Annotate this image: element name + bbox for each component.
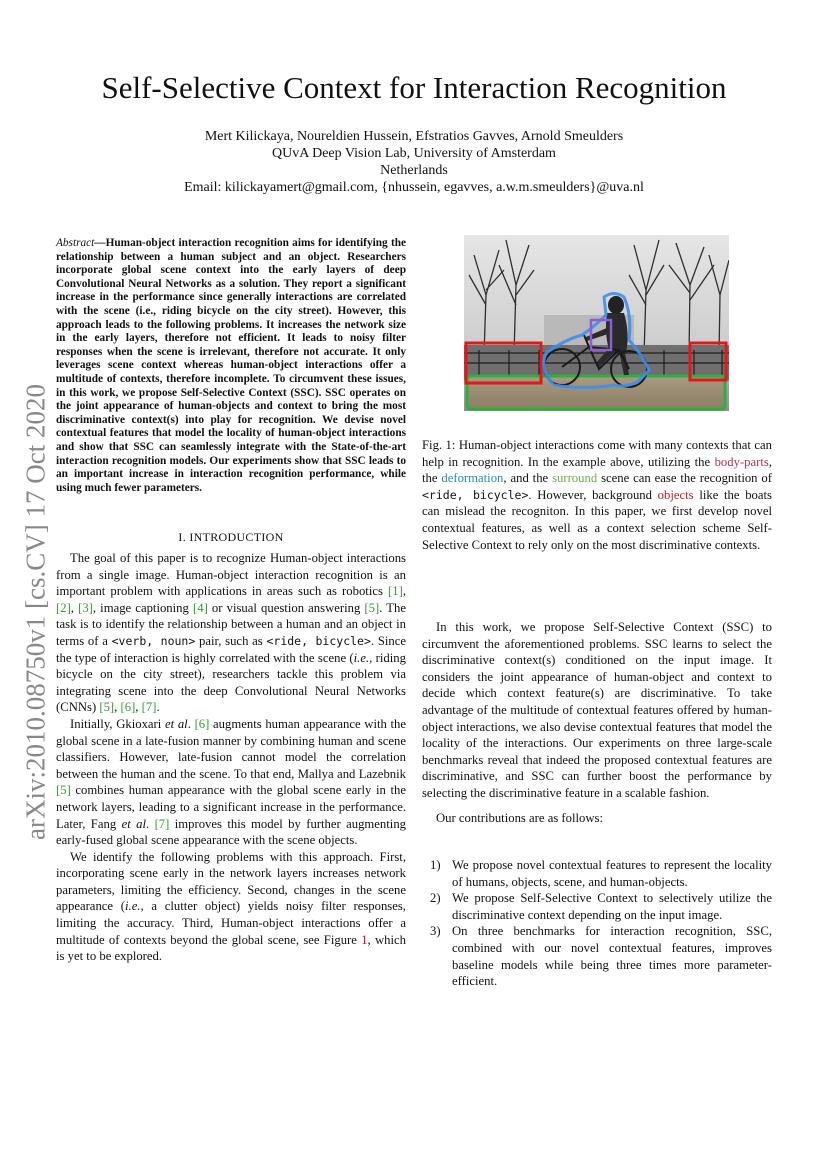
text-run: , image captioning <box>92 600 193 615</box>
paper-title: Self-Selective Context for Interaction Recognition <box>101 70 727 105</box>
citation-link[interactable]: [6] <box>120 700 136 715</box>
citation-link[interactable]: [3] <box>78 600 93 615</box>
text-run: . <box>156 700 160 715</box>
text-run: , <box>114 700 121 715</box>
text-run: Fig. 1: Human-object interactions come with many contexts that can help in recognition. In the example above, utilizing the <box>422 438 772 469</box>
citation-link[interactable]: [5] <box>99 700 115 715</box>
text-run: , <box>135 700 142 715</box>
affiliation: QUvA Deep Vision Lab, University of Amsterdam <box>272 146 556 161</box>
figure-1-image <box>464 235 729 411</box>
right-column-text <box>422 619 772 826</box>
list-item-text: We propose novel contextual features to represent the locality of humans, objects, scene, and human-objects. <box>452 858 772 889</box>
text-run: improves this model by further augmenting early-fused global scene appearance with the scene objects. <box>56 816 407 848</box>
text-run: i.e. <box>125 899 141 914</box>
citation-link[interactable]: [2] <box>56 600 71 615</box>
text-run: , the <box>422 454 772 486</box>
text-run: i.e. <box>353 650 370 665</box>
contributions-intro: Our contributions are as follows: <box>436 810 604 825</box>
citation-link[interactable]: [5] <box>56 783 71 798</box>
list-number: 2) <box>430 891 441 906</box>
list-item <box>422 857 772 890</box>
term-objects: objects <box>657 487 694 502</box>
figure-link[interactable]: 1 <box>361 932 368 947</box>
cyclist-scene-photo <box>464 235 729 411</box>
text-run: . However, background <box>528 487 658 502</box>
text-run: et al <box>121 816 146 831</box>
abstract <box>56 237 406 495</box>
citation-link[interactable]: [1] <box>388 584 403 599</box>
citation-link[interactable]: [4] <box>193 600 208 615</box>
text-run: , <box>70 600 79 615</box>
citation-link[interactable]: [7] <box>154 816 170 831</box>
intro-paragraph-1 <box>56 550 406 716</box>
text-run: . Since the type of interaction is highly correlated with the scene ( <box>56 633 407 665</box>
list-item <box>422 923 772 989</box>
country: Netherlands <box>380 163 448 178</box>
abstract-lead: Abstract <box>56 237 95 249</box>
text-run: . <box>187 716 195 731</box>
intro-paragraph-2 <box>56 716 406 849</box>
code-ride-bicycle: <ride, bicycle> <box>266 633 371 648</box>
list-number: 1) <box>430 858 441 872</box>
text-run: . <box>146 816 155 831</box>
text-run: We identify the following problems with this approach. First, incorporating scene early in the network layers increases network parameters, limiting the efficiency. Second, changes in the scene appearance ( <box>56 849 406 914</box>
text-run: . The task is to identify the relationship between a human and an object in terms of a <box>56 600 407 648</box>
text-run: scene can ease the recognition of <box>597 471 772 486</box>
term-deformation: deformation <box>441 471 504 486</box>
contributions-list <box>422 857 772 990</box>
code-ride-bicycle: <ride, bicycle> <box>422 487 529 502</box>
text-run: augments human appearance with the global scene in a late-fusion manner by combining human and scene classifiers. However, late-fusion cannot model the correlation between the human and the scene. To that end, Mallya and Lazebnik <box>56 716 407 781</box>
citation-link[interactable]: [6] <box>194 716 210 731</box>
list-item-text: We propose Self-Selective Context to selectively utilize the discriminative context depending on the input image. <box>452 891 772 922</box>
term-surround: surround <box>552 471 598 486</box>
abstract-body: —Human-object interaction recognition aims for identifying the relationship between a human subject and an object. Researchers incorporate global scene context into the early layers of deep Convolutional Neural Networks as a solution. They report a significant increase in the performance since generally interactions are correlated with the scene (i.e., riding bicycle on the city street). However, this approach leads to the following problems. It increases the network size in the early layers, therefore not efficient. It leads to noisy filter responses when the scene is irrelevant, therefore not accurate. It only leverages scene context whereas human-object interactions offer a multitude of contexts, therefore incomplete. To circumvent these issues, in this work, we propose Self-Selective Context (SSC). SSC operates on the joint appearance of human-objects and context to bring the most discriminative context(s) into play for recognition. We devise novel contextual features that model the locality of human-object interactions and show that SSC can seamlessly integrate with the State-of-the-art interaction recognition models. Our experiments show that SSC leads to an important increase in interaction recognition performance, while using much fewer parameters. <box>56 237 406 494</box>
text-run: , riding bicycle on the city street), researchers tackle this problem via integrating scene into the deep Convolutional Neural Networks (CNNs) <box>56 650 406 715</box>
text-run: combines human appearance with the global scene early in the network layers, leading to a significant increase in the performance. Later, Fang <box>56 783 406 831</box>
code-verb-noun: <verb, noun> <box>111 633 196 648</box>
list-number: 3) <box>430 924 441 939</box>
intro-paragraph-3 <box>56 849 406 965</box>
list-item-text: On three benchmarks for interaction recognition, SSC, combined with our novel contextual features, improves baseline models while being three times more parameter-efficient. <box>452 924 772 989</box>
text-run: , a clutter object) yields noisy filter responses, limiting the accuracy. Third, Human-object interactions offer a multitude of contexts beyond the global scene, see Figure <box>56 899 406 947</box>
list-item <box>422 890 772 923</box>
citation-link[interactable]: [7] <box>141 700 157 715</box>
text-run: Initially, Gkioxari <box>70 716 165 731</box>
section-heading-introduction: I. INTRODUCTION <box>178 530 284 544</box>
text-run: et al <box>164 716 188 731</box>
author-block <box>0 128 828 196</box>
email-line: Email: kilickayamert@gmail.com, {nhussein, egavves, a.w.m.smeulders}@uva.nl <box>184 180 644 195</box>
introduction-text <box>56 550 406 965</box>
citation-link[interactable]: [5] <box>364 600 380 615</box>
author-names: Mert Kilickaya, Noureldien Hussein, Efstratios Gavves, Arnold Smeulders <box>204 129 624 144</box>
text-run: , which is yet to be explored. <box>56 932 407 964</box>
text-run: like the boats can mislead the recogniton. In this paper, we first develop novel contextual features, as well as a context selection scheme Self-Selective Context to rely only on the most discriminative contexts. <box>422 487 772 552</box>
text-run: pair, such as <box>195 633 267 648</box>
ssc-paragraph: In this work, we propose Self-Selective Context (SSC) to circumvent the aforementioned problems. SSC learns to select the discriminative context(s) conditioned on the input image. It considers the joint appearance of human-object and context to decide which context feature(s) are discriminative. To take advantage of the multitude of contextual features offered by human-object interactions, we also devise contextual features that model the locality of the interactions. Our experiments on three large-scale benchmarks reveal that indeed the proposed contextual features are discriminative, and SSC can further boost the performance by selecting the discriminative feature in a scalable fashion. <box>422 620 772 800</box>
text-run: or visual question answering <box>207 600 365 615</box>
arxiv-stamp <box>18 362 54 862</box>
text-run: The goal of this paper is to recognize Human-object interactions from a single image. Human-object interaction recognition is an important problem with applications in areas such as robotics <box>56 551 406 599</box>
arxiv-id: arXiv:2010.08750v1 [cs.CV] 17 Oct 2020 <box>20 384 51 840</box>
term-body-parts: body-parts <box>714 454 769 469</box>
figure-1-caption <box>422 437 772 553</box>
text-run: , <box>402 584 406 599</box>
text-run: , and the <box>503 471 553 486</box>
